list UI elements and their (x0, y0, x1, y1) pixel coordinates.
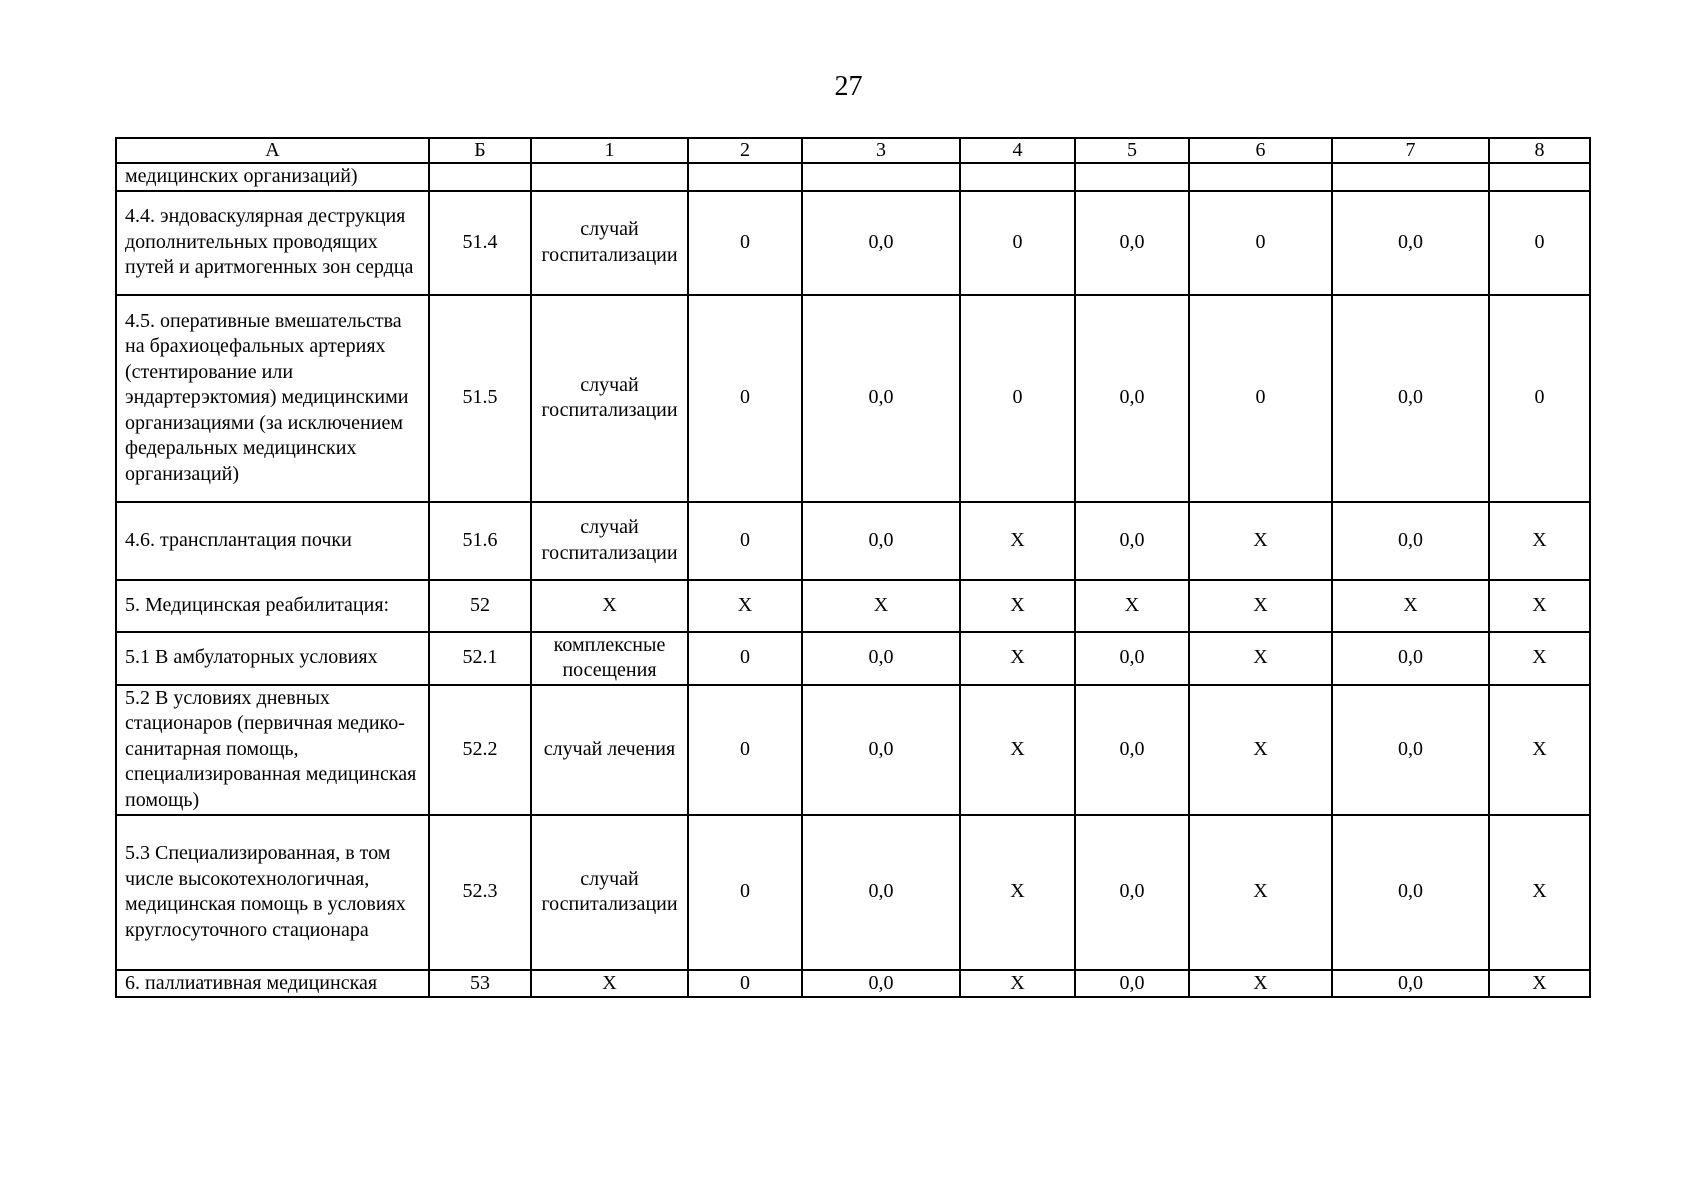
value-cell: Х (1075, 580, 1189, 632)
value-cell: Х (1489, 502, 1590, 580)
value-cell (1332, 163, 1489, 191)
value-cell: Х (1489, 580, 1590, 632)
value-cell (960, 163, 1075, 191)
value-cell: 0 (960, 295, 1075, 502)
value-cell: 0 (1489, 191, 1590, 295)
value-cell: 0,0 (1075, 295, 1189, 502)
unit-cell: случай госпитализации (531, 815, 688, 970)
row-code: 53 (429, 970, 531, 998)
table-header-row (116, 138, 1590, 163)
value-cell: 0 (1189, 191, 1332, 295)
unit-cell: Х (531, 580, 688, 632)
value-cell (802, 163, 960, 191)
value-cell: 0,0 (1332, 685, 1489, 815)
value-cell (1075, 163, 1189, 191)
value-cell: 0,0 (1332, 970, 1489, 998)
row-code: 52.1 (429, 632, 531, 685)
unit-cell: случай госпитализации (531, 295, 688, 502)
value-cell: Х (960, 815, 1075, 970)
row-label: 4.6. трансплантация почки (116, 502, 429, 580)
value-cell: 0,0 (802, 295, 960, 502)
value-cell: Х (1489, 685, 1590, 815)
unit-cell: случай лечения (531, 685, 688, 815)
row-label: 5.1 В амбулаторных условиях (116, 632, 429, 685)
value-cell: 0 (960, 191, 1075, 295)
header-cell: 6 (1189, 138, 1332, 163)
value-cell: 0 (688, 815, 802, 970)
row-label: 5.2 В условиях дневных стационаров (первичная медико-санитарная помощь, специализированная медицинская помощь) (116, 685, 429, 815)
header-cell: Б (429, 138, 531, 163)
row-code: 51.6 (429, 502, 531, 580)
value-cell: 0,0 (1332, 815, 1489, 970)
row-label: 4.5. оперативные вмешательства на брахиоцефальных артериях (стентирование или эндартерэктомия) медицинскими организациями (за исключением федеральных медицинских организаций) (116, 295, 429, 502)
value-cell: Х (1189, 580, 1332, 632)
table-row (116, 685, 1590, 815)
value-cell (688, 163, 802, 191)
value-cell: 0,0 (1332, 191, 1489, 295)
value-cell: Х (688, 580, 802, 632)
table-row (116, 163, 1590, 191)
value-cell: Х (960, 502, 1075, 580)
unit-cell: комплексные посещения (531, 632, 688, 685)
value-cell (1489, 163, 1590, 191)
table-row (116, 970, 1590, 998)
value-cell: 0 (1189, 295, 1332, 502)
value-cell: Х (1489, 632, 1590, 685)
row-label: 6. паллиативная медицинская (116, 970, 429, 998)
value-cell: 0,0 (1332, 632, 1489, 685)
value-cell: 0,0 (1332, 502, 1489, 580)
value-cell: Х (1489, 815, 1590, 970)
value-cell: 0,0 (802, 685, 960, 815)
header-cell: 4 (960, 138, 1075, 163)
value-cell: Х (960, 580, 1075, 632)
value-cell: 0,0 (802, 191, 960, 295)
row-label: медицинских организаций) (116, 163, 429, 191)
unit-cell: Х (531, 970, 688, 998)
value-cell: 0,0 (1075, 815, 1189, 970)
table-row (116, 191, 1590, 295)
value-cell: 0,0 (1075, 632, 1189, 685)
value-cell: 0,0 (802, 502, 960, 580)
value-cell: Х (960, 632, 1075, 685)
header-cell: 1 (531, 138, 688, 163)
row-code (429, 163, 531, 191)
value-cell: 0 (688, 502, 802, 580)
row-label: 5. Медицинская реабилитация: (116, 580, 429, 632)
value-cell: Х (802, 580, 960, 632)
value-cell: 0,0 (1075, 970, 1189, 998)
table-row (116, 295, 1590, 502)
value-cell: Х (1189, 632, 1332, 685)
page-number: 27 (834, 71, 863, 102)
row-code: 52.3 (429, 815, 531, 970)
value-cell: 0,0 (1075, 502, 1189, 580)
value-cell: 0,0 (1075, 685, 1189, 815)
value-cell: 0,0 (802, 970, 960, 998)
value-cell: 0,0 (1332, 295, 1489, 502)
header-cell: 8 (1489, 138, 1590, 163)
table-row (116, 580, 1590, 632)
value-cell: Х (1332, 580, 1489, 632)
table-row (116, 815, 1590, 970)
value-cell: 0 (688, 685, 802, 815)
header-cell: А (116, 138, 429, 163)
unit-cell: случай госпитализации (531, 502, 688, 580)
value-cell: 0 (1489, 295, 1590, 502)
value-cell: 0,0 (802, 632, 960, 685)
value-cell (1189, 163, 1332, 191)
value-cell: 0 (688, 191, 802, 295)
row-code: 51.5 (429, 295, 531, 502)
value-cell: 0,0 (1075, 191, 1189, 295)
table-row (116, 502, 1590, 580)
value-cell: 0 (688, 632, 802, 685)
value-cell: 0,0 (802, 815, 960, 970)
header-cell: 3 (802, 138, 960, 163)
value-cell: Х (1489, 970, 1590, 998)
value-cell: Х (1189, 502, 1332, 580)
value-cell: Х (1189, 815, 1332, 970)
value-cell: 0 (688, 970, 802, 998)
header-cell: 2 (688, 138, 802, 163)
row-code: 52 (429, 580, 531, 632)
data-table (115, 137, 1591, 998)
value-cell: Х (960, 685, 1075, 815)
header-cell: 7 (1332, 138, 1489, 163)
row-label: 5.3 Специализированная, в том числе высокотехнологичная, медицинская помощь в условиях круглосуточного стационара (116, 815, 429, 970)
row-code: 51.4 (429, 191, 531, 295)
value-cell: Х (1189, 970, 1332, 998)
header-cell: 5 (1075, 138, 1189, 163)
table-row (116, 632, 1590, 685)
unit-cell: случай госпитализации (531, 191, 688, 295)
value-cell: Х (960, 970, 1075, 998)
row-label: 4.4. эндоваскулярная деструкция дополнительных проводящих путей и аритмогенных зон сердца (116, 191, 429, 295)
row-code: 52.2 (429, 685, 531, 815)
value-cell: Х (1189, 685, 1332, 815)
unit-cell (531, 163, 688, 191)
value-cell: 0 (688, 295, 802, 502)
